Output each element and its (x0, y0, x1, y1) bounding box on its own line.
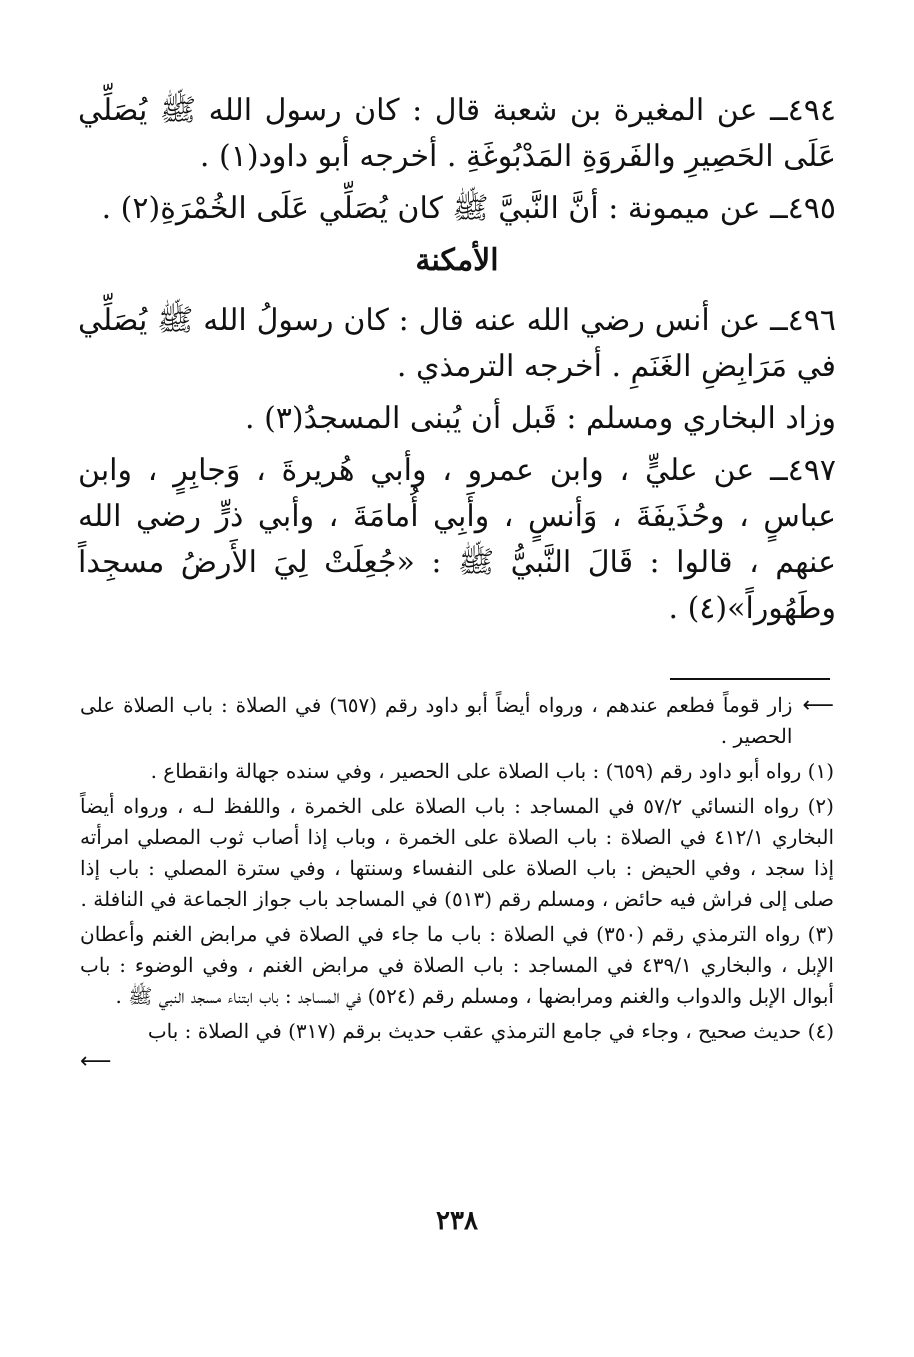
section-heading: الأمكنة (415, 243, 499, 278)
hadith-496-addition: وزاد البخاري ومسلم : قَبل أن يُبنى المسجدُ(٣) . (245, 401, 836, 436)
continuation-arrow-icon: ⟵ (802, 693, 834, 718)
continued-arrow-icon: ⟵ (80, 1049, 112, 1074)
footnote-continuation-text: زار قوماً فطعم عندهم ، ورواه أيضاً أبو داود رقم (٦٥٧) في الصلاة : باب الصلاة على الحصير . (80, 693, 793, 748)
footnote-1: (١) رواه أبو داود رقم (٦٥٩) : باب الصلاة على الحصير ، وفي سنده جهالة وانقطاع . (150, 759, 834, 783)
hadith-494: ٤٩٤ــ عن المغيرة بن شعبة قال : كان رسول الله ﷺ يُصَلِّي عَلَى الحَصِيرِ والفَروَةِ المَدْبُوغَةِ . أخرجه أبو داود(١) . (78, 93, 836, 174)
main-text (78, 88, 836, 638)
hadith-495: ٤٩٥ــ عن ميمونة : أنَّ النَّبيَّ ﷺ كان يُصَلِّي عَلَى الخُمْرَةِ(٢) . (101, 191, 836, 226)
footnotes (80, 690, 834, 1073)
hadith-496: ٤٩٦ــ عن أنس رضي الله عنه قال : كان رسولُ الله ﷺ يُصَلِّي في مَرَابِضِ الغَنَمِ . أخرجه الترمذي . (78, 303, 836, 384)
page-number: ٢٣٨ (436, 1206, 478, 1236)
footnote-continuation (80, 690, 834, 752)
hadith-497: ٤٩٧ــ عن عليٍّ ، وابن عمرو ، وأبي هُريرةَ ، وَجابِرٍ ، وابن عباسٍ ، وحُذَيفَةَ ، وَأنسٍ ، وأَبِي أُمامَةَ ، وأبي ذرٍّ رضي الله عنهم ، قالوا : قَالَ النَّبيُّ ﷺ : «جُعِلَتْ لِيَ الأَرضُ مسجِداً وطَهُوراً»(٤) . (78, 453, 836, 626)
footnote-3: (٣) رواه الترمذي رقم (٣٥٠) في الصلاة : باب ما جاء في الصلاة في مرابض الغنم وأعطان الإبل ، والبخاري ٤٣٩/١ في المساجد : باب الصلاة في مرابض الغنم ، وفي الوضوء : باب أبوال الإبل والدواب والغنم ومرابضها ، ومسلم رقم (٥٢٤) في المساجد : باب ابتناء مسجد النبي ﷺ . (80, 922, 834, 1008)
footnote-4: (٤) حديث صحيح ، وجاء في جامع الترمذي عقب حديث برقم (٣١٧) في الصلاة : باب (147, 1019, 834, 1043)
footnote-2: (٢) رواه النسائي ٥٧/٢ في المساجد : باب الصلاة على الخمرة ، واللفظ لـه ، ورواه أيضاً البخاري ٤١٢/١ في الصلاة : باب الصلاة على الخمرة ، وباب إذا أصاب ثوب المصلي امرأته إذا سجد ، وفي الحيض : باب الصلاة على النفساء وسنتها ، وفي سترة المصلي : باب إذا صلى إلى فراش فيه حائض ، ومسلم رقم (٥١٣) في المساجد باب جواز الجماعة في النافلة . (80, 794, 834, 911)
